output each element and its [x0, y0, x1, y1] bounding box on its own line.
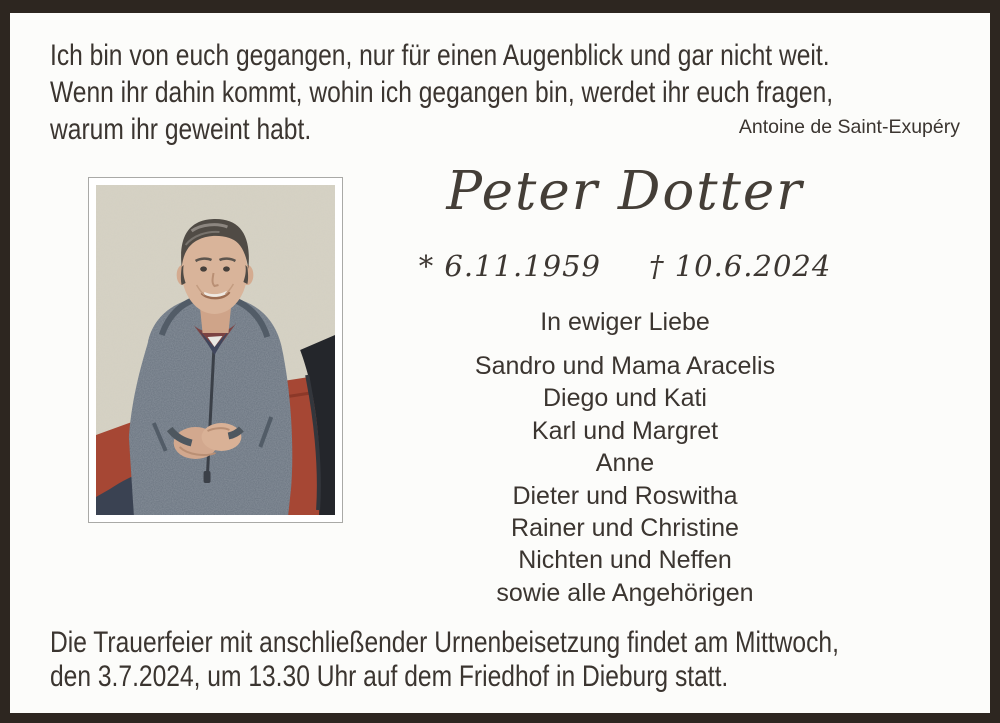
- mourner-line: sowie alle Angehörigen: [496, 578, 754, 607]
- mourner-line: Diego und Kati: [542, 384, 707, 413]
- mourner-line: Anne: [595, 449, 655, 478]
- mourner-line: Rainer und Christine: [511, 514, 739, 543]
- quote-attribution: Antoine de Saint-Exupéry: [738, 116, 960, 138]
- closing-phrase: In ewiger Liebe: [540, 308, 710, 336]
- funeral-announcement: [50, 626, 1000, 694]
- notice-inner-panel: [10, 13, 990, 713]
- birth-date: * 6.11.1959: [418, 249, 601, 283]
- quote-line: Wenn ihr dahin kommt, wohin ich gegangen bin, werdet ihr euch fragen,: [50, 76, 834, 109]
- deceased-photo: [88, 177, 343, 523]
- mourner-line: Dieter und Roswitha: [512, 481, 738, 510]
- funeral-line: Die Trauerfeier mit anschließender Urnenbeisetzung findet am Mittwoch,: [50, 626, 839, 659]
- mourner-line: Karl und Margret: [531, 416, 719, 445]
- mourner-line: Sandro und Mama Aracelis: [474, 352, 776, 380]
- funeral-line: den 3.7.2024, um 13.30 Uhr auf dem Friedhof in Dieburg statt.: [50, 660, 729, 693]
- death-date: † 10.6.2024: [649, 249, 832, 283]
- deceased-name: Peter Dotter: [446, 161, 804, 222]
- quote-line: warum ihr geweint habt.: [50, 113, 312, 146]
- quote-line: Ich bin von euch gegangen, nur für einen Augenblick und gar nicht weit.: [50, 39, 830, 72]
- life-dates: [350, 249, 900, 283]
- mourners-list: [350, 350, 900, 609]
- portrait-illustration: [96, 185, 335, 515]
- mourner-line: Nichten und Neffen: [518, 546, 732, 575]
